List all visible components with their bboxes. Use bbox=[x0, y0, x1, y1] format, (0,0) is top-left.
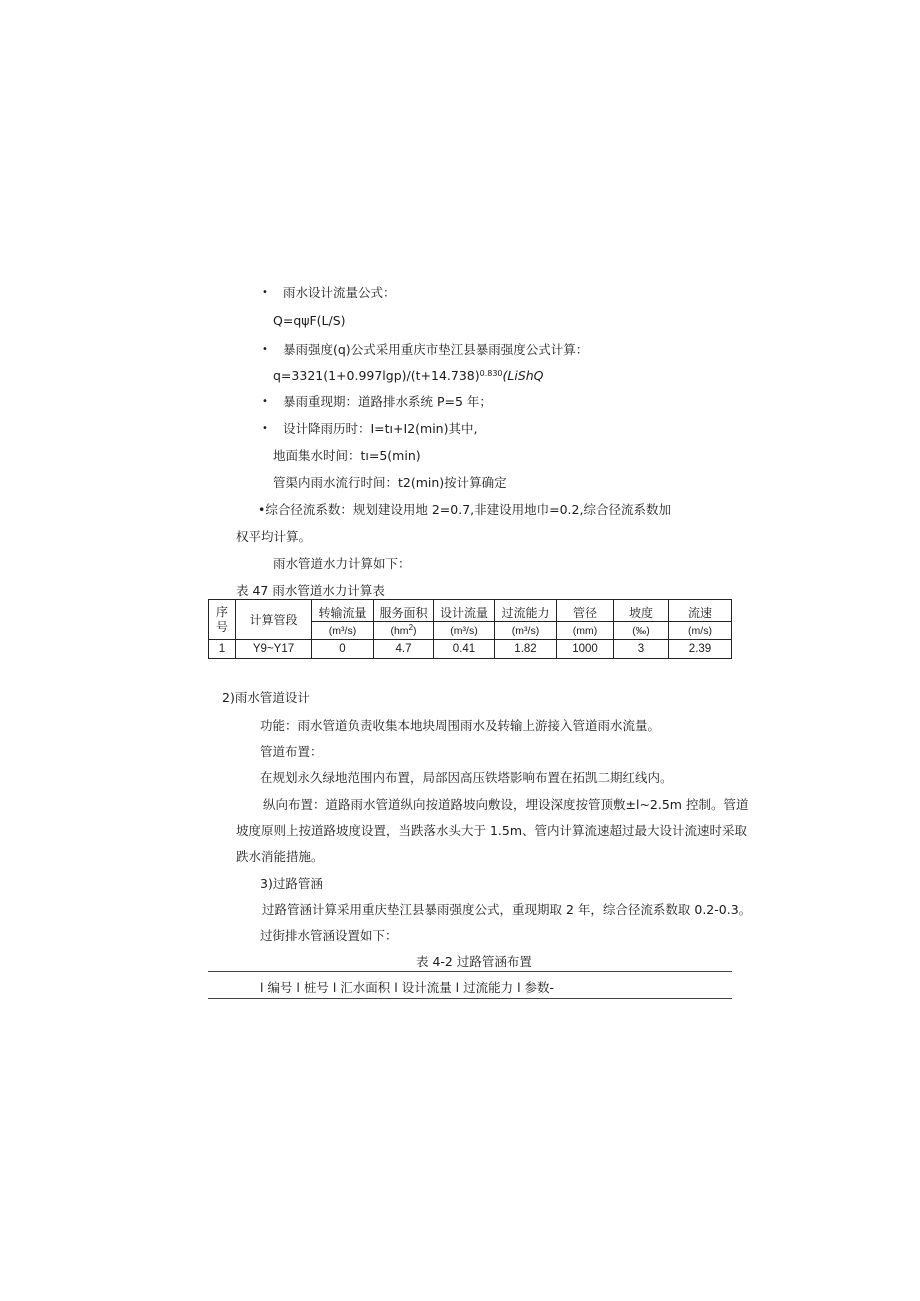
cell-slope: 3 bbox=[614, 640, 669, 659]
section-3-text-2: 过街排水管涵设置如下： bbox=[260, 928, 398, 943]
section-2-longitudinal-1: 纵向布置：道路雨水管道纵向按道路坡向敷设，埋设深度按管顶敷±l~2.5m 控制。管道 bbox=[263, 797, 749, 812]
intensity-formula bbox=[273, 368, 544, 384]
rain-duration: 设计降雨历时：I=tı+I2(min)其中, bbox=[283, 421, 478, 436]
intensity-formula-tail: (LiShQ bbox=[502, 368, 544, 383]
section-2-layout-text: 在规划永久绿地范围内布置，局部因高压铁塔影响布置在拓凯二期红线内。 bbox=[260, 770, 673, 785]
bullet-dot: • bbox=[262, 423, 268, 434]
table-4-2-caption: 表 4-2 过路管涵布置 bbox=[416, 954, 532, 969]
flow-formula: Q=qψF(L/S) bbox=[273, 313, 346, 328]
unit-slope: (‰) bbox=[614, 622, 669, 640]
unit-service-area-main: (hm bbox=[390, 624, 409, 637]
cell-transfer-flow: 0 bbox=[312, 640, 374, 659]
table-47-caption: 表 47 雨水管道水力计算表 bbox=[236, 583, 385, 598]
cell-velocity: 2.39 bbox=[669, 640, 732, 659]
header-segment: 计算管段 bbox=[236, 600, 312, 640]
return-period: 暴雨重现期：道路排水系统 P=5 年； bbox=[283, 394, 492, 409]
unit-capacity: (m³/s) bbox=[495, 622, 557, 640]
section-3-text-1: 过路管涵计算采用重庆垫江县暴雨强度公式，重现期取 2 年，综合径流系数取 0.2-0.3。 bbox=[262, 902, 752, 917]
section-2-longitudinal-3: 跌水消能措施。 bbox=[236, 849, 324, 864]
header-capacity: 过流能力 bbox=[495, 600, 557, 622]
unit-service-area bbox=[374, 622, 434, 640]
section-3-heading: 3)过路管涵 bbox=[260, 876, 323, 891]
cell-service-area: 4.7 bbox=[374, 640, 434, 659]
cell-segment: Y9~Y17 bbox=[236, 640, 312, 659]
section-2-longitudinal-2: 坡度原则上按道路坡度设置，当跌落水头大于 1.5m、管内计算流速超过最大设计流速时采取 bbox=[236, 823, 748, 838]
table-4-2-header: l 编号 l 桩号 l 汇水面积 l 设计流量 l 过流能力 l 参数- bbox=[260, 980, 555, 995]
table-4-2-bottom-rule bbox=[208, 998, 732, 999]
unit-service-area-sup: 2 bbox=[408, 622, 414, 632]
cell-design-flow: 0.41 bbox=[434, 640, 495, 659]
surface-collect-time: 地面集水时间：tı=5(min) bbox=[273, 448, 421, 463]
pipe-flow-time: 管渠内雨水流行时间：t2(min)按计算确定 bbox=[273, 475, 507, 490]
table-row bbox=[209, 640, 732, 659]
unit-service-area-close: ) bbox=[413, 624, 417, 637]
header-slope: 坡度 bbox=[614, 600, 669, 622]
unit-velocity: (m/s) bbox=[669, 622, 732, 640]
intensity-formula-exponent: 0.830 bbox=[479, 369, 503, 378]
bullet-dot: • bbox=[262, 396, 268, 407]
header-seq: 序号 bbox=[209, 600, 236, 640]
hydraulic-calc-intro: 雨水管道水力计算如下： bbox=[273, 556, 411, 571]
section-2-heading: 2)雨水管道设计 bbox=[222, 690, 310, 705]
table-4-2-top-rule bbox=[208, 971, 732, 972]
runoff-coefficient: •综合径流系数：规划建设用地 2=0.7,非建设用地巾=0.2,综合径流系数加 bbox=[258, 502, 671, 517]
header-diameter: 管径 bbox=[557, 600, 614, 622]
cell-capacity: 1.82 bbox=[495, 640, 557, 659]
bullet-dot: • bbox=[262, 287, 268, 298]
cell-diameter: 1000 bbox=[557, 640, 614, 659]
unit-design-flow: (m³/s) bbox=[434, 622, 495, 640]
unit-transfer-flow: (m³/s) bbox=[312, 622, 374, 640]
intensity-formula-main: q=3321(1+0.997lgp)/(t+14.738) bbox=[273, 368, 480, 383]
flow-formula-label: 雨水设计流量公式： bbox=[283, 285, 396, 300]
unit-diameter: (mm) bbox=[557, 622, 614, 640]
cell-seq: 1 bbox=[209, 640, 236, 659]
table-47 bbox=[208, 599, 732, 659]
header-velocity: 流速 bbox=[669, 600, 732, 622]
table-header-row bbox=[209, 600, 732, 622]
header-service-area: 服务面积 bbox=[374, 600, 434, 622]
bullet-dot: • bbox=[262, 344, 268, 355]
section-2-function: 功能：雨水管道负责收集本地块周围雨水及转输上游接入管道雨水流量。 bbox=[260, 718, 661, 733]
header-design-flow: 设计流量 bbox=[434, 600, 495, 622]
section-2-layout-heading: 管道布置： bbox=[260, 744, 323, 759]
intensity-formula-label: 暴雨强度(q)公式采用重庆市垫江县暴雨强度公式计算： bbox=[283, 342, 589, 357]
runoff-coefficient-cont: 权平均计算。 bbox=[236, 529, 312, 544]
header-transfer-flow: 转输流量 bbox=[312, 600, 374, 622]
